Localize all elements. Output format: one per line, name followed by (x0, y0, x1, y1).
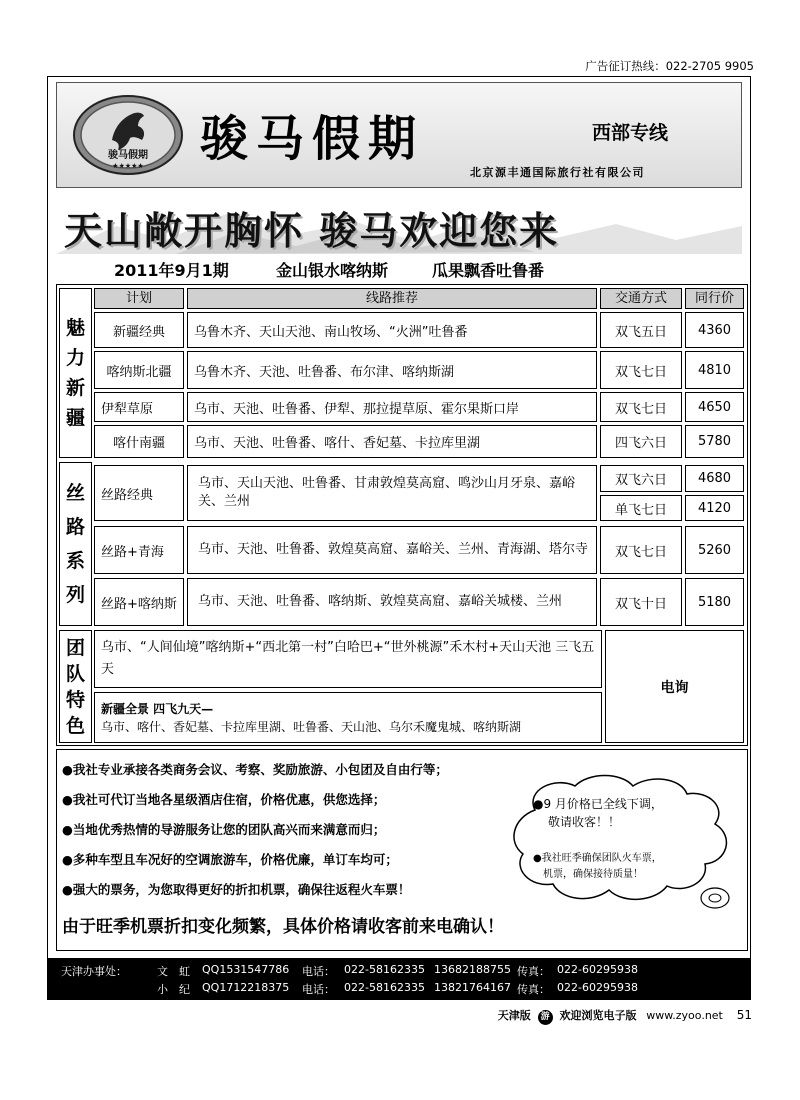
contact-2-tel-label: 电话： (302, 983, 335, 996)
transport-silk-classic-2: 单飞七日 (600, 495, 682, 521)
bullet-service-1: ●我社专业承接各类商务会议、考察、奖励旅游、小包团及自由行等； (62, 762, 448, 777)
section-xinjiang (59, 288, 92, 458)
plan-yili-grassland: 伊犁草原 (94, 392, 184, 422)
plan-silk-classic: 丝路经典 (94, 465, 184, 521)
contact-1-fax-label: 传真： (517, 965, 550, 978)
team-route-kanas (94, 630, 602, 688)
plan-kashgar-south: 喀什南疆 (94, 425, 184, 458)
contact-1-mobile: 13682188755 (434, 963, 511, 976)
section-team-label: 团队特色 (65, 636, 85, 737)
route-yili-grassland: 乌市、天池、吐鲁番、伊犁、那拉提草原、霍尔果斯口岸 (187, 392, 597, 422)
brand-title: 骏马假期 (200, 111, 425, 167)
team-panorama-title: 新疆全景 四飞九天— (101, 701, 214, 716)
transport-kanas-north: 双飞七日 (600, 351, 682, 389)
logo-stars: ★★★★★ (112, 162, 144, 170)
price-silk-classic-2: 4120 (685, 495, 744, 521)
bullet-service-3: ●当地优秀热情的导游服务让您的团队高兴而来满意而归； (62, 822, 386, 837)
bullet-service-2: ●我社可代订当地各星级酒店住宿，价格优惠，供您选择； (62, 792, 386, 807)
contact-2-tel: 022-58162335 (344, 981, 425, 994)
team-price-inquiry: 电询 (605, 630, 744, 743)
col-header-price: 同行价 (685, 288, 744, 309)
contact-1-tel: 022-58162335 (344, 963, 425, 976)
price-notice: 由于旺季机票折扣变化频繁，具体价格请收客前来电确认！ (62, 917, 504, 937)
price-yili-grassland: 4650 (685, 392, 744, 422)
transport-xinjiang-classic: 双飞五日 (600, 312, 682, 348)
transport-silk-classic-1: 双飞六日 (600, 465, 682, 492)
edition-badge-icon: 游 (538, 1010, 553, 1025)
horse-logo (72, 94, 184, 176)
company-name: 北京源丰通国际旅行社有限公司 (470, 166, 645, 179)
transport-kashgar-south: 四飞六日 (600, 425, 682, 458)
cloud-line-3: ●我社旺季确保团队火车票， (533, 853, 662, 864)
price-xinjiang-classic: 4360 (685, 312, 744, 348)
plan-silk-kanas: 丝路+喀纳斯 (94, 578, 184, 626)
contact-footer (47, 958, 751, 1000)
plan-silk-qinghai: 丝路+青海 (94, 526, 184, 574)
ad-hotline: 广告征订热线：022-2705 9905 (585, 59, 754, 73)
transport-yili-grassland: 双飞七日 (600, 392, 682, 422)
contact-2-qq: QQ1712218375 (202, 981, 290, 994)
section-team (59, 630, 92, 743)
route-silk-qinghai: 乌市、天池、吐鲁番、敦煌莫高窟、嘉峪关、兰州、青海湖、塔尔寺 (187, 526, 597, 574)
price-kashgar-south: 5780 (685, 425, 744, 458)
bullet-service-5: ●强大的票务，为您取得更好的折扣机票，确保往返程火车票！ (62, 882, 411, 897)
contact-1-tel-label: 电话： (302, 965, 335, 978)
price-kanas-north: 4810 (685, 351, 744, 389)
section-silk-road (59, 462, 92, 626)
office-label: 天津办事处： (61, 965, 127, 978)
route-silk-classic: 乌市、天山天池、吐鲁番、甘肃敦煌莫高窟、鸣沙山月牙泉、嘉峪关、兰州 (187, 465, 597, 521)
cloud-line-2: 敬请收客！！ (548, 815, 621, 829)
edition-line (498, 1007, 752, 1025)
team-route-kanas-text: 乌市、“人间仙境”喀纳斯+“西北第一村”白哈巴+“世外桃源”禾木村+天山天池 三飞五天 (101, 640, 595, 677)
transport-silk-kanas: 双飞十日 (600, 578, 682, 626)
route-silk-kanas: 乌市、天池、吐鲁番、喀纳斯、敦煌莫高窟、嘉峪关城楼、兰州 (187, 578, 597, 626)
route-xinjiang-classic: 乌鲁木齐、天山天池、南山牧场、“火洲”吐鲁番 (187, 312, 597, 348)
contact-2-name: 小 纪 (157, 983, 190, 996)
contact-2-fax-label: 传真： (517, 983, 550, 996)
horse-logo-icon (72, 94, 184, 176)
team-panorama-route: 乌市、喀什、香妃墓、卡拉库里湖、吐鲁番、天山池、乌尔禾魔鬼城、喀纳斯湖 (101, 719, 522, 734)
contact-1-name: 文 虹 (157, 965, 190, 978)
section-silk-road-label: 丝路系列 (65, 482, 85, 606)
team-route-panorama (94, 692, 602, 743)
price-silk-kanas: 5180 (685, 578, 744, 626)
logo-text: 骏马假期 (108, 150, 148, 161)
contact-2-fax: 022-60295938 (557, 981, 638, 994)
cloud-line-4: 机票，确保接待质量！ (543, 869, 643, 880)
edition-label: 天津版 (497, 1009, 531, 1022)
transport-silk-qinghai: 双飞七日 (600, 526, 682, 574)
issue-tag-turpan: 瓜果飘香吐鲁番 (432, 261, 545, 280)
route-kashgar-south: 乌市、天池、吐鲁番、喀什、香妃墓、卡拉库里湖 (187, 425, 597, 458)
plan-xinjiang-classic: 新疆经典 (94, 312, 184, 348)
col-header-plan: 计划 (94, 288, 184, 309)
issue-date: 2011年9月1期 (114, 261, 229, 280)
slogan-headline: 天山敞开胸怀 骏马欢迎您来 (64, 208, 560, 253)
page-number: 51 (736, 1008, 752, 1022)
contact-1-fax: 022-60295938 (557, 963, 638, 976)
contact-1-qq: QQ1531547786 (202, 963, 290, 976)
site-url[interactable]: www.zyoo.net (646, 1009, 723, 1022)
contact-2-mobile: 13821764167 (434, 981, 511, 994)
route-label: 西部专线 (592, 122, 669, 144)
cloud-line-1: ●9 月价格已全线下调， (533, 797, 663, 811)
cloud-callout-shape (505, 770, 745, 920)
col-header-transport: 交通方式 (600, 288, 682, 309)
issue-tag-kanas: 金山银水喀纳斯 (276, 261, 389, 280)
section-xinjiang-label: 魅力新疆 (65, 317, 85, 429)
price-silk-classic-1: 4680 (685, 465, 744, 492)
price-silk-qinghai: 5260 (685, 526, 744, 574)
bullet-service-4: ●多种车型且车况好的空调旅游车，价格优廉，单订车均可； (62, 852, 398, 867)
welcome-text: 欢迎浏览电子版 (559, 1009, 637, 1022)
plan-kanas-north: 喀纳斯北疆 (94, 351, 184, 389)
route-kanas-north: 乌鲁木齐、天池、吐鲁番、布尔津、喀纳斯湖 (187, 351, 597, 389)
col-header-route: 线路推荐 (187, 288, 597, 309)
